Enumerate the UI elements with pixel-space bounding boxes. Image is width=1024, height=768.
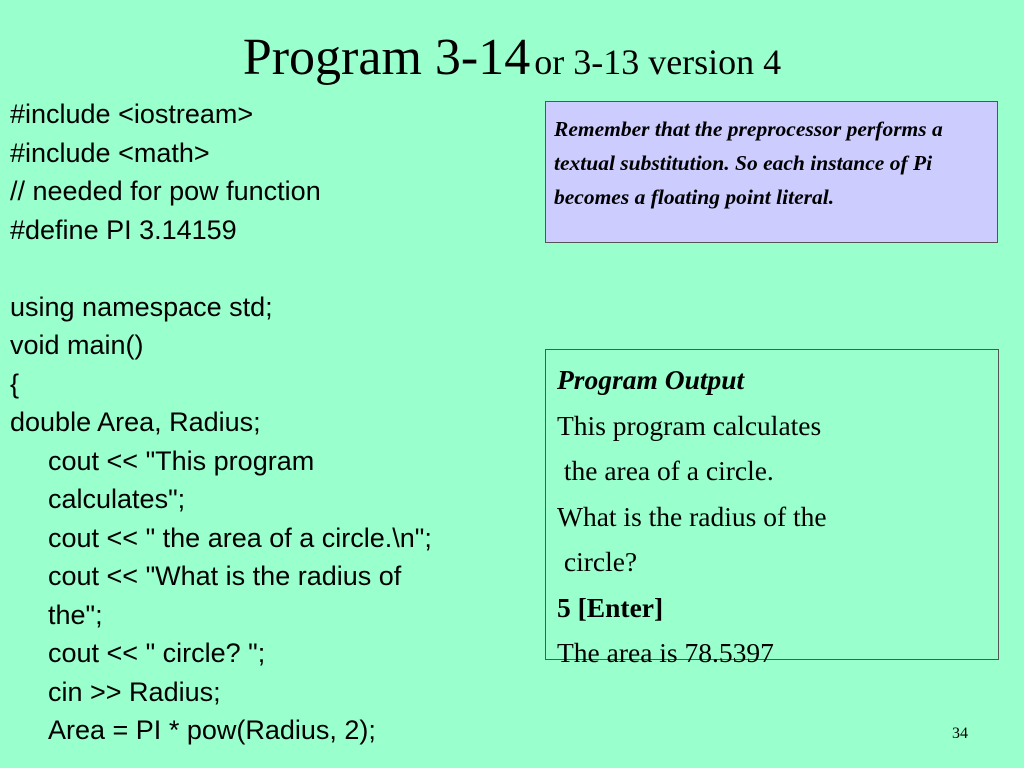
output-user-input: 5 [Enter] bbox=[557, 591, 664, 623]
code-line: cout << " the area of a circle.\n"; bbox=[48, 522, 432, 553]
slide-title-main: Program 3-14 bbox=[242, 29, 531, 86]
code-line: void main() bbox=[10, 330, 144, 360]
slide-title-suffix: or 3-13 version 4 bbox=[534, 42, 782, 82]
code-line: the"; bbox=[48, 599, 103, 630]
code-line: #include <iostream> bbox=[10, 99, 254, 129]
code-line: double Area, Radius; bbox=[10, 407, 261, 437]
output-line: This program calculates bbox=[557, 409, 822, 441]
code-line: cout << " circle? "; bbox=[48, 638, 266, 668]
code-blank-line bbox=[10, 249, 550, 288]
code-line: // needed for pow function bbox=[10, 176, 321, 206]
output-line: The area is 78.5397 bbox=[557, 637, 774, 668]
code-line: using namespace std; bbox=[10, 291, 273, 322]
program-output-heading: Program Output bbox=[557, 364, 745, 395]
slide-page-number: 34 bbox=[952, 725, 968, 742]
code-listing bbox=[10, 95, 550, 750]
output-line: circle? bbox=[557, 546, 638, 577]
preprocessor-note-box bbox=[545, 101, 998, 243]
slide-title bbox=[0, 29, 1024, 86]
code-line: #define PI 3.14159 bbox=[10, 214, 237, 245]
preprocessor-note-text: Remember that the preprocessor performs a textual substitution. So each instance of Pi becomes a floating point literal. bbox=[554, 117, 943, 209]
output-line: What is the radius of the bbox=[557, 500, 827, 532]
code-line: #include <math> bbox=[10, 137, 210, 168]
code-line: { bbox=[10, 368, 20, 399]
code-line: Area = PI * pow(Radius, 2); bbox=[48, 715, 376, 745]
output-line: the area of a circle. bbox=[557, 455, 774, 486]
code-line: cout << "This program bbox=[48, 445, 315, 476]
code-line: cin >> Radius; bbox=[48, 676, 221, 707]
code-line: calculates"; bbox=[48, 484, 186, 514]
program-output-box bbox=[545, 349, 999, 668]
code-line: cout << "What is the radius of bbox=[48, 561, 402, 591]
